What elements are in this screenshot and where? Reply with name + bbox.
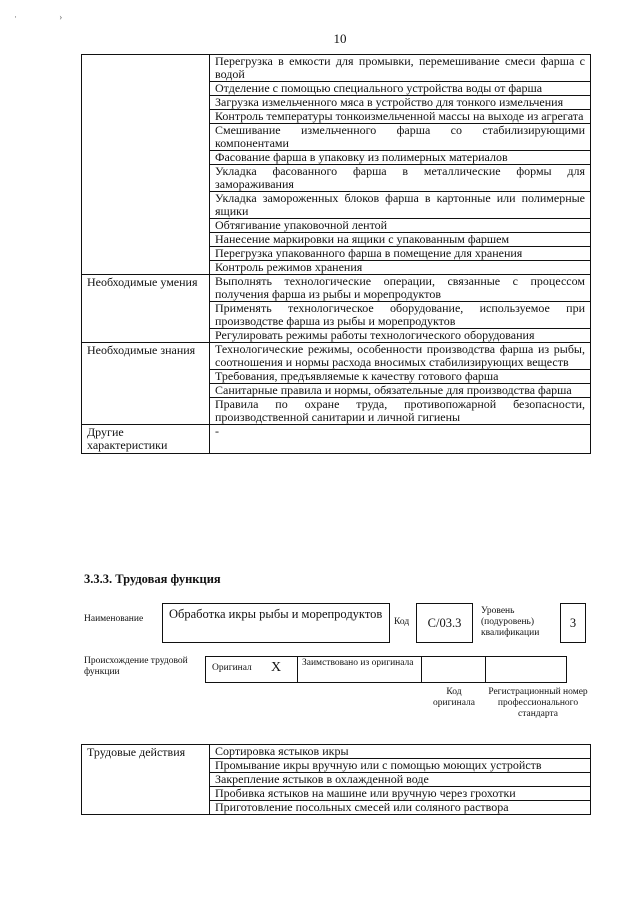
row-item: Выполнять технологические операции, связанные с процессом получения фарша из рыбы и морепродуктов <box>210 275 591 302</box>
row-item: Приготовление посольных смесей или соляного раствора <box>210 801 591 815</box>
row-item: Перегрузка в емкости для промывки, перемешивание смеси фарша с водой <box>210 55 591 82</box>
skills-table <box>81 54 591 454</box>
row-item: Смешивание измельченного фарша со стабилизирующими компонентами <box>210 124 591 151</box>
function-code-value: C/03.3 <box>427 616 462 630</box>
row-item: Обтягивание упаковочной лентой <box>210 219 591 233</box>
row-item: Контроль режимов хранения <box>210 261 591 275</box>
table-row <box>82 745 591 759</box>
name-label: Наименование <box>84 614 144 624</box>
row-item: Сортировка ястыков икры <box>210 745 591 759</box>
row-item: - <box>210 425 591 454</box>
page-number: 10 <box>333 31 347 46</box>
table-row <box>82 343 591 370</box>
function-name-value: Обработка икры рыбы и морепродуктов <box>169 607 383 621</box>
original-label: Оригинал <box>212 663 252 673</box>
row-item: Применять технологическое оборудование, используемое при производстве фарша из рыбы и морепродуктов <box>210 302 591 329</box>
row-item: Санитарные правила и нормы, обязательные для производства фарша <box>210 384 591 398</box>
origin-divider <box>421 656 422 683</box>
row-item: Укладка замороженных блоков фарша в картонные или полимерные ящики <box>210 192 591 219</box>
origin-divider <box>297 656 298 683</box>
level-label: Уровень (подуровень) квалификации <box>481 606 540 638</box>
row-item: Нанесение маркировки на ящики с упакованным фаршем <box>210 233 591 247</box>
row-item: Регулировать режимы работы технологического оборудования <box>210 329 591 343</box>
function-name-box <box>162 603 390 643</box>
row-item: Отделение с помощью специального устройства воды от фарша <box>210 82 591 96</box>
origin-divider <box>485 656 486 683</box>
row-item: Фасование фарша в упаковку из полимерных материалов <box>210 151 591 165</box>
function-code-box <box>416 603 473 643</box>
row-label: Трудовые действия <box>82 745 210 815</box>
row-item: Промывание икры вручную или с помощью моющих устройств <box>210 759 591 773</box>
borrowed-label: Заимствовано из оригинала <box>302 658 414 668</box>
section-title: 3.3.3. Трудовая функция <box>84 572 221 586</box>
origin-label: Происхождение трудовой функции <box>84 656 188 677</box>
row-item: Пробивка ястыков на машине или вручную через грохотки <box>210 787 591 801</box>
level-value: 3 <box>569 616 577 630</box>
row-item: Требования, предъявляемые к качеству готового фарша <box>210 370 591 384</box>
table-row <box>82 425 591 454</box>
table-row <box>82 275 591 302</box>
code-caption: Код оригинала <box>433 687 475 708</box>
row-item: Закрепление ястыков в охлажденной воде <box>210 773 591 787</box>
actions-table <box>81 744 591 815</box>
table-row <box>82 55 591 82</box>
scan-specks: · › <box>14 12 83 22</box>
row-item: Загрузка измельченного мяса в устройство для тонкого измельчения <box>210 96 591 110</box>
row-item: Контроль температуры тонкоизмельченной массы на выходе из агрегата <box>210 110 591 124</box>
row-label: Другие характеристики <box>82 425 210 454</box>
original-mark: X <box>271 660 282 675</box>
row-label <box>82 55 210 275</box>
row-label: Необходимые знания <box>82 343 210 425</box>
code-label: Код <box>394 617 410 627</box>
row-item: Перегрузка упакованного фарша в помещение для хранения <box>210 247 591 261</box>
row-item: Технологические режимы, особенности производства фарша из рыбы, соотношения и нормы расхода вносимых стабилизирующих веществ <box>210 343 591 370</box>
row-label: Необходимые умения <box>82 275 210 343</box>
reg-caption: Регистрационный номер профессионального стандарта <box>488 687 588 719</box>
row-item: Укладка фасованного фарша в металлические формы для замораживания <box>210 165 591 192</box>
level-box <box>560 603 586 643</box>
row-item: Правила по охране труда, противопожарной безопасности, производственной санитарии и личной гигиены <box>210 398 591 425</box>
